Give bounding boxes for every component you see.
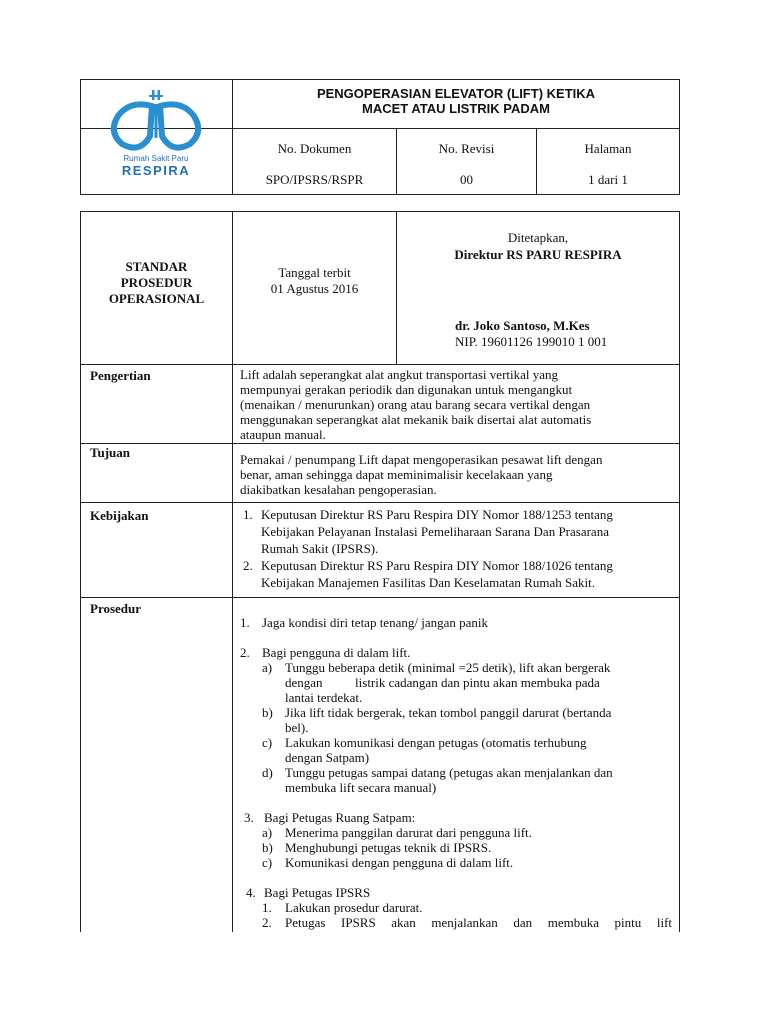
issued-date-block: [233, 265, 396, 297]
prosedur-subitem-text: Lakukan prosedur darurat.: [285, 900, 423, 915]
prosedur-subitem-mark: a): [262, 660, 273, 675]
spo-label-line2: PROSEDUR: [120, 275, 193, 290]
approved-label: Ditetapkan,: [507, 230, 569, 245]
logo-brand: RESPIRA: [121, 163, 191, 178]
page-label: Halaman: [584, 141, 632, 156]
prosedur-subitem-line: Lakukan komunikasi dengan petugas (otomatis terhubung: [285, 735, 587, 750]
pengertian-line: Lift adalah seperangkat alat angkut transportasi vertikal yang: [240, 367, 559, 382]
prosedur-subitem: [262, 855, 672, 870]
prosedur-subitem-mark: a): [262, 825, 273, 840]
prosedur-step-number: 3.: [244, 810, 254, 825]
revision-label: No. Revisi: [438, 141, 495, 156]
prosedur-subitem-line: membuka lift secara manual): [285, 780, 437, 795]
kebijakan-item-line: Rumah Sakit (IPSRS).: [261, 541, 379, 556]
pengertian-line: ataupun manual.: [240, 427, 326, 442]
prosedur-subitem-line: Tunggu beberapa detik (minimal =25 detik), lift akan bergerak: [285, 660, 611, 675]
issued-date: 01 Agustus 2016: [270, 281, 359, 296]
prosedur-subitem-text: Menghubungi petugas teknik di IPSRS.: [285, 840, 492, 855]
prosedur-step: [244, 810, 674, 825]
prosedur-subitem-mark: b): [262, 705, 273, 720]
prosedur-sublist: [262, 825, 672, 870]
prosedur-subitem-mark: 2.: [262, 915, 272, 930]
tujuan-label: Tujuan: [90, 445, 130, 460]
prosedur-subitem-mark: c): [262, 855, 273, 870]
prosedur-subitem: [262, 900, 672, 915]
tujuan-line: benar, aman sehingga dapat meminimalisir kecelakaan yang: [240, 467, 553, 482]
prosedur-sublist: [262, 660, 672, 795]
prosedur-subitem-line: bel).: [285, 720, 309, 735]
kebijakan-item: [242, 557, 674, 591]
prosedur-subitem-mark: 1.: [262, 900, 272, 915]
prosedur-subitem-text: Menerima panggilan darurat dari pengguna lift.: [285, 825, 532, 840]
prosedur-step-text: Bagi pengguna di dalam lift.: [262, 645, 411, 660]
document-title-line2: MACET ATAU LISTRIK PADAM: [362, 101, 550, 116]
approver-name: dr. Joko Santoso, M.Kes: [455, 318, 590, 333]
approver-title: Direktur RS PARU RESPIRA: [454, 247, 622, 262]
kebijakan-item-line: Kebijakan Pelayanan Instalasi Pemeliharaan Sarana Dan Prasarana: [261, 524, 609, 539]
prosedur-subitem-line: Jika lift tidak bergerak, tekan tombol panggil darurat (bertanda: [285, 705, 612, 720]
pengertian-line: menggunakan seperangkat alat mekanik baik disertai alat automatis: [240, 412, 592, 427]
prosedur-subitem-text: Petugas IPSRS akan menjalankan dan membuka pintu lift: [285, 915, 672, 930]
kebijakan-item-number: 1.: [243, 507, 253, 522]
prosedur-subitem: [262, 705, 672, 735]
prosedur-subitem: [262, 840, 672, 855]
prosedur-step-number: 1.: [240, 615, 250, 630]
kebijakan-label: Kebijakan: [90, 508, 149, 523]
prosedur-step-number: 4.: [246, 885, 256, 900]
prosedur-subitem-line: lantai terdekat.: [285, 690, 363, 705]
spo-label-line1: STANDAR: [125, 259, 188, 274]
respira-logo-icon: [100, 86, 212, 156]
spo-label-line3: OPERASIONAL: [108, 291, 205, 306]
prosedur-subitem: [262, 660, 672, 705]
prosedur-step: [240, 615, 674, 630]
spo-label: [81, 259, 232, 307]
prosedur-label: Prosedur: [90, 601, 142, 616]
revision-value: 00: [460, 172, 473, 187]
prosedur-step: [240, 645, 674, 660]
kebijakan-list: [242, 506, 674, 591]
prosedur-subitem: [262, 825, 672, 840]
tujuan-text: [240, 452, 672, 497]
prosedur-sublist: [262, 900, 672, 930]
prosedur-subitem-mark: d): [262, 765, 273, 780]
prosedur-step-text: Jaga kondisi diri tetap tenang/ jangan panik: [262, 615, 488, 630]
approver-nip: NIP. 19601126 199010 1 001: [455, 334, 608, 349]
prosedur-subitem: [262, 765, 672, 795]
prosedur-subitem-mark: b): [262, 840, 273, 855]
doc-number-label: No. Dokumen: [277, 141, 352, 156]
hospital-logo: [100, 86, 212, 186]
pengertian-line: mempunyai gerakan periodik dan digunakan untuk mengangkut: [240, 382, 573, 397]
pengertian-text: [240, 367, 672, 442]
prosedur-step: [246, 885, 674, 900]
doc-number-value: SPO/IPSRS/RSPR: [265, 172, 364, 187]
prosedur-step-text: Bagi Petugas IPSRS: [264, 885, 371, 900]
prosedur-step-number: 2.: [240, 645, 250, 660]
logo-subtitle: Rumah Sakit Paru: [123, 154, 189, 163]
prosedur-subitem-mark: c): [262, 735, 273, 750]
tujuan-line: diakibatkan kesalahan pengoperasian.: [240, 482, 437, 497]
prosedur-subitem-line: Tunggu petugas sampai datang (petugas akan menjalankan dan: [285, 765, 613, 780]
prosedur-subitem-line: dengan Satpam): [285, 750, 370, 765]
prosedur-subitem: [262, 915, 672, 930]
issued-label: Tanggal terbit: [278, 265, 351, 280]
kebijakan-item: [242, 506, 674, 557]
kebijakan-item-line: Keputusan Direktur RS Paru Respira DIY Nomor 188/1026 tentang: [261, 558, 613, 573]
prosedur-subitem: [262, 735, 672, 765]
kebijakan-item-line: Keputusan Direktur RS Paru Respira DIY Nomor 188/1253 tentang: [261, 507, 613, 522]
kebijakan-item-number: 2.: [243, 558, 253, 573]
prosedur-subitem-text: Komunikasi dengan pengguna di dalam lift.: [285, 855, 514, 870]
page-value: 1 dari 1: [588, 172, 628, 187]
prosedur-step-text: Bagi Petugas Ruang Satpam:: [264, 810, 416, 825]
pengertian-label: Pengertian: [90, 368, 151, 383]
prosedur-subitem-line: dengan listrik cadangan dan pintu akan membuka pada: [285, 675, 600, 690]
document-title: [233, 86, 679, 116]
pengertian-line: (menaikan / menurunkan) orang atau barang secara vertikal dengan: [240, 397, 591, 412]
document-title-line1: PENGOPERASIAN ELEVATOR (LIFT) KETIKA: [316, 86, 596, 101]
kebijakan-item-line: Kebijakan Manajemen Fasilitas Dan Keselamatan Rumah Sakit.: [261, 575, 595, 590]
tujuan-line: Pemakai / penumpang Lift dapat mengoperasikan pesawat lift dengan: [240, 452, 603, 467]
